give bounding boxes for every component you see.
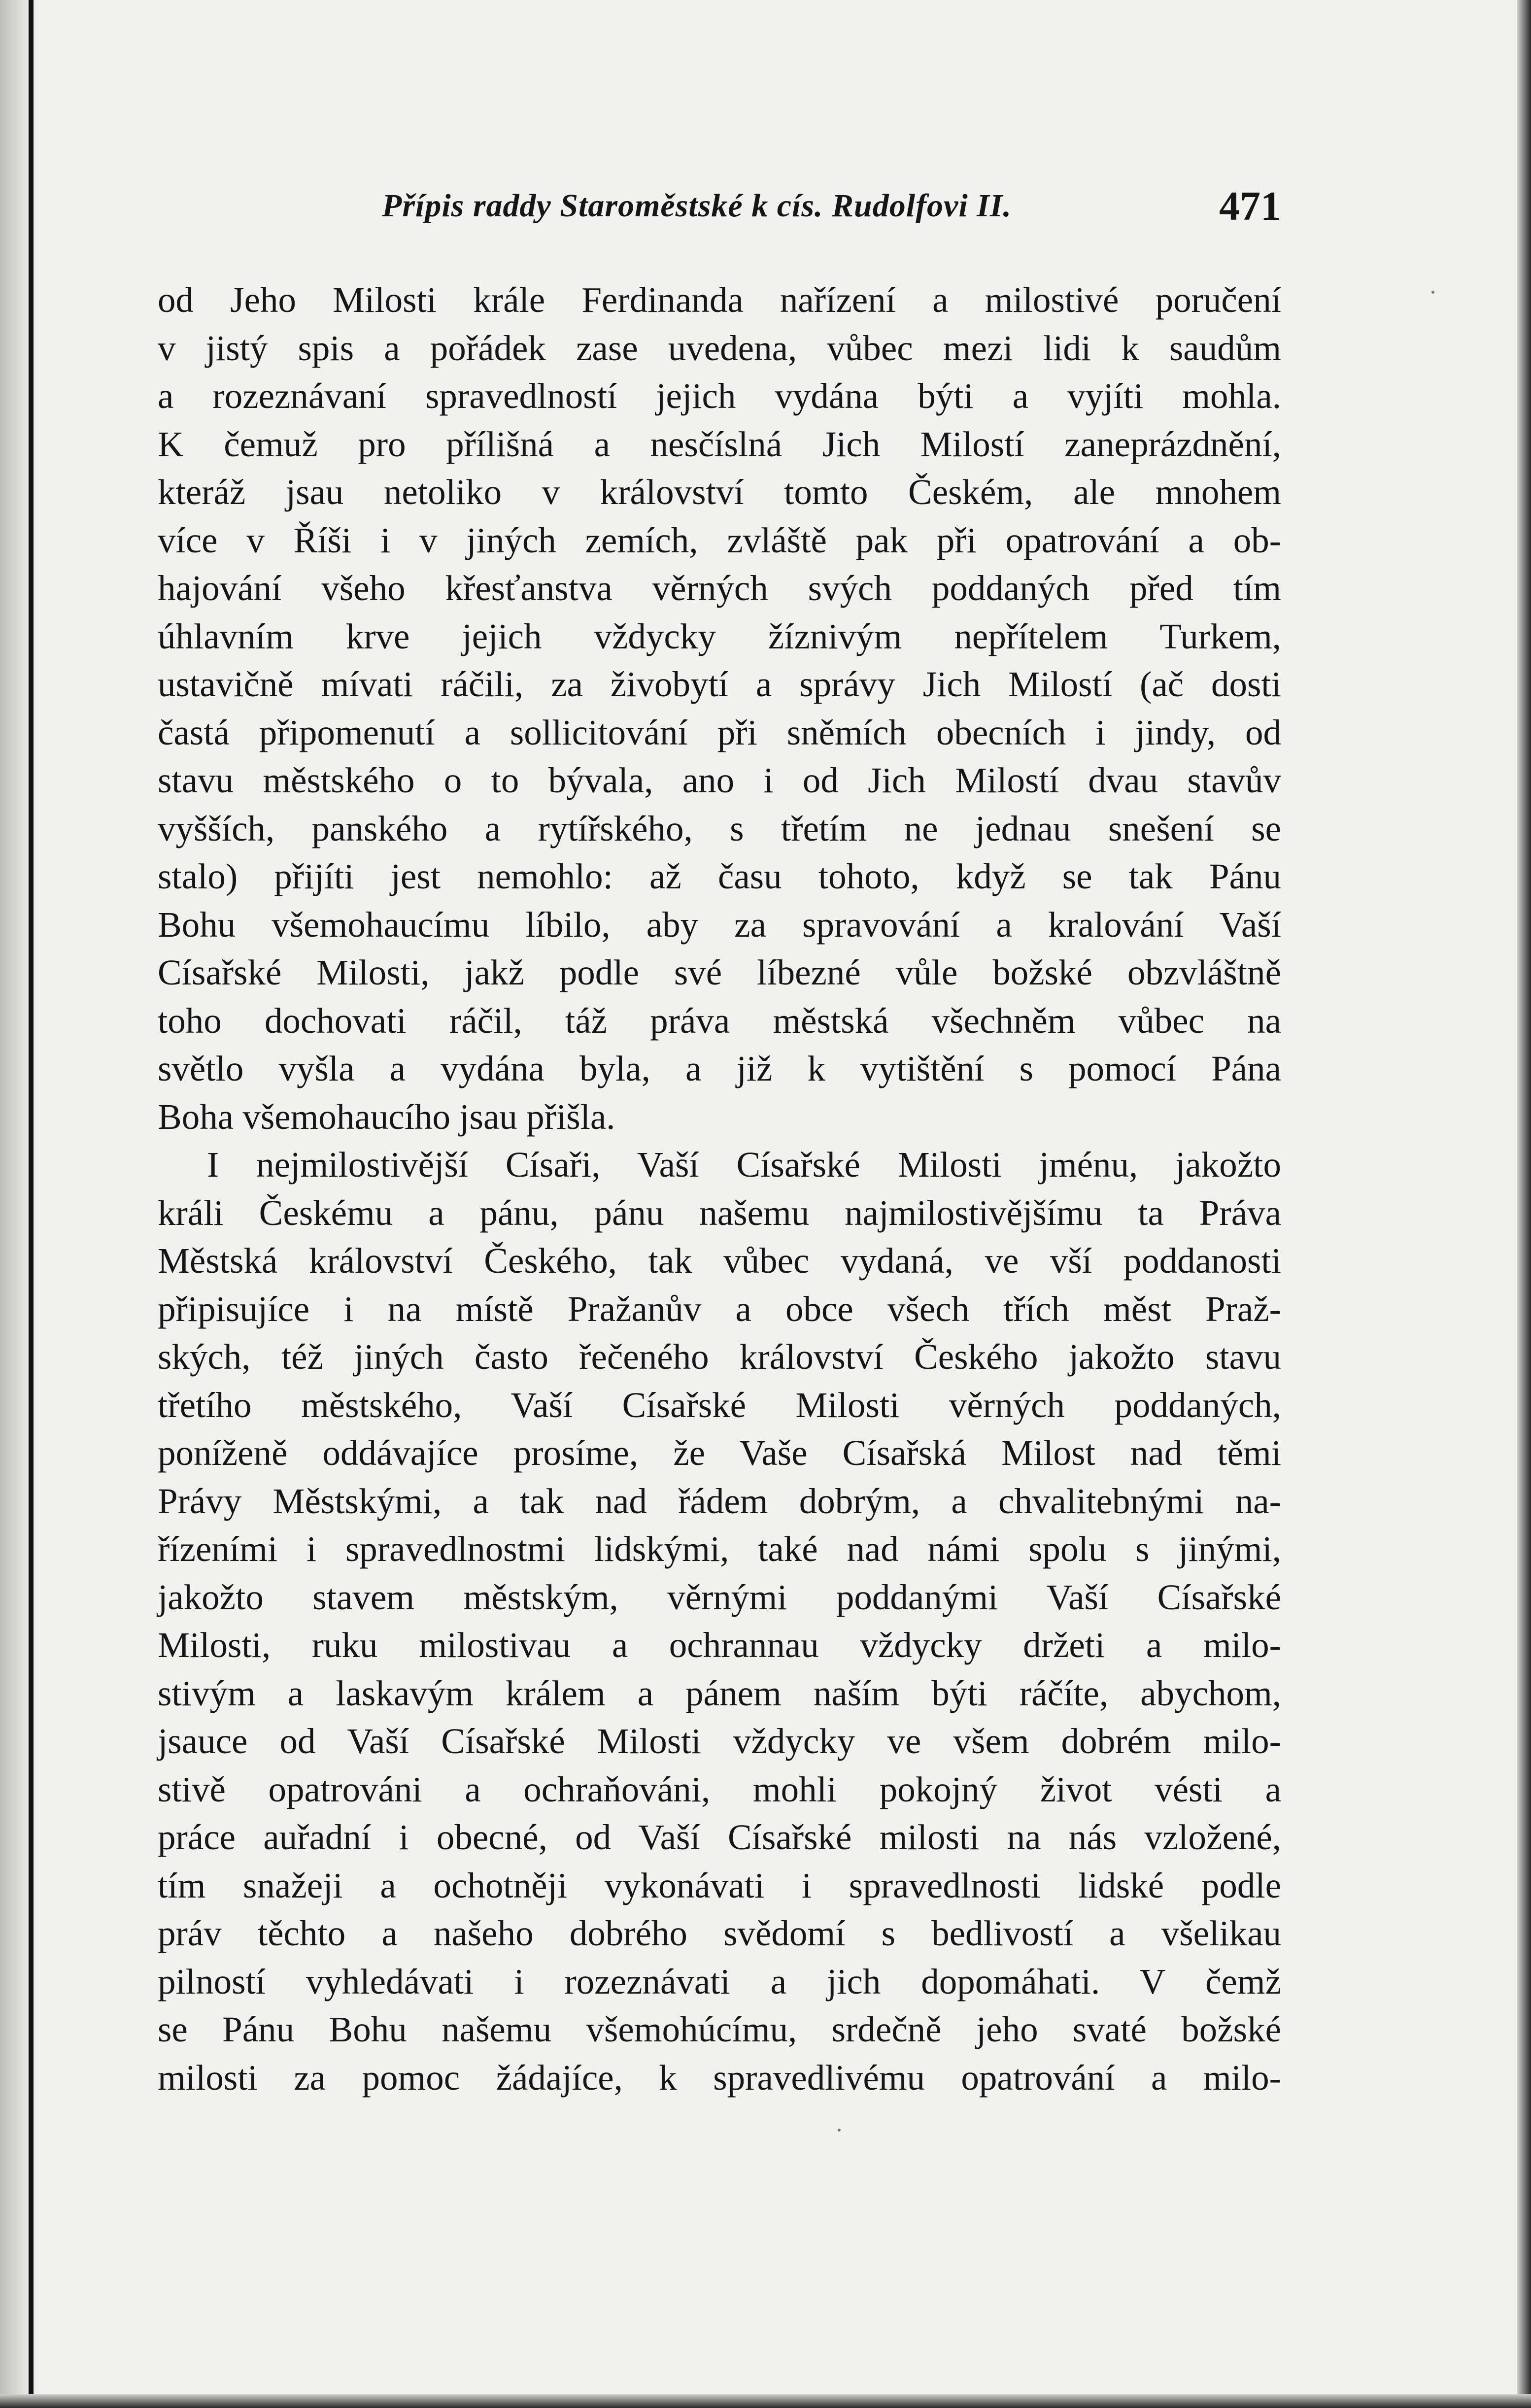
- text-line: tím snažeji a ochotněji vykonávati i spravedlnosti lidské podle: [158, 1865, 1281, 1905]
- text-line: práce auřadní i obecné, od Vaší Císařské milosti na nás vzložené,: [158, 1817, 1281, 1857]
- paragraph-1: [158, 276, 1281, 1141]
- text-line: králi Českému a pánu, pánu našemu najmilostivějšímu ta Práva: [158, 1192, 1281, 1233]
- text-line: Císařské Milosti, jakž podle své líbezné vůle božské obzvláštně: [158, 952, 1281, 992]
- binding-shadow: [0, 0, 39, 2408]
- text-line: v jistý spis a pořádek zase uvedena, vůbec mezi lidi k saudům: [158, 328, 1281, 368]
- page-edge-bottom: [0, 2394, 1531, 2408]
- text-line: hajování všeho křesťanstva věrných svých poddaných před tím: [158, 568, 1281, 608]
- text-line: vyšších, panského a rytířského, s třetím ne jednau snešení se: [158, 808, 1281, 848]
- text-line: poníženě oddávajíce prosíme, že Vaše Císařská Milost nad těmi: [158, 1433, 1281, 1473]
- text-line: stivě opatrováni a ochraňováni, mohli pokojný život vésti a: [158, 1769, 1281, 1809]
- running-title: Přípis raddy Staroměstské k cís. Rudolfovi II.: [382, 188, 1012, 224]
- text-line: I nejmilostivější Císaři, Vaší Císařské Milosti jménu, jakožto: [207, 1145, 1281, 1185]
- text-line: jakožto stavem městským, věrnými poddanými Vaší Císařské: [158, 1577, 1281, 1617]
- text-line: toho dochovati ráčil, táž práva městská všechněm vůbec na: [158, 1000, 1281, 1041]
- text-line: Boha všemohaucího jsau přišla.: [158, 1096, 615, 1137]
- text-line: stalo) přijíti jest nemohlo: až času tohoto, když se tak Pánu: [158, 856, 1281, 896]
- spine-edge-line: [29, 0, 34, 2408]
- text-line: a rozeznávaní spravedlností jejich vydána býti a vyjíti mohla.: [158, 376, 1281, 416]
- text-line: světlo vyšla a vydána byla, a již k vytištění s pomocí Pána: [158, 1049, 1281, 1088]
- text-line: jsauce od Vaší Císařské Milosti vždycky ve všem dobrém milo-: [158, 1721, 1281, 1761]
- text-line: řízeními i spravedlnostmi lidskými, také nad námi spolu s jinými,: [158, 1529, 1281, 1569]
- scan-speck: [1431, 291, 1434, 294]
- text-line: ských, též jiných často řečeného království Českého jakožto stavu: [158, 1337, 1281, 1377]
- text-line: Milosti, ruku milostivau a ochrannau vždycky držeti a milo-: [158, 1625, 1281, 1665]
- page-number: 471: [1219, 183, 1281, 229]
- text-line: pilností vyhledávati i rozeznávati a jich dopomáhati. V čemž: [158, 1961, 1281, 2001]
- paragraph-2: [158, 1141, 1281, 2102]
- text-line: kteráž jsau netoliko v království tomto Českém, ale mnohem: [158, 472, 1281, 512]
- text-line: častá připomenutí a sollicitování při sněmích obecních i jindy, od: [158, 712, 1281, 752]
- text-line: se Pánu Bohu našemu všemohúcímu, srdečně jeho svaté božské: [158, 2009, 1281, 2049]
- page-edge-right: [1517, 0, 1531, 2408]
- text-line: od Jeho Milosti krále Ferdinanda nařízení a milostivé poručení: [158, 280, 1281, 320]
- text-line: stivým a laskavým králem a pánem naším býti ráčíte, abychom,: [158, 1673, 1281, 1713]
- text-line: ustavičně mívati ráčili, za živobytí a správy Jich Milostí (ač dosti: [158, 664, 1281, 704]
- text-line: práv těchto a našeho dobrého svědomí s bedlivostí a všelikau: [158, 1913, 1281, 1953]
- text-line: K čemuž pro přílišná a nesčíslná Jich Milostí zaneprázdnění,: [158, 424, 1281, 464]
- text-line: úhlavním krve jejich vždycky žíznivým nepřítelem Turkem,: [158, 616, 1281, 656]
- text-line: připisujíce i na místě Pražanův a obce všech třích měst Praž-: [158, 1289, 1281, 1329]
- text-line: Městská království Českého, tak vůbec vydaná, ve vší poddanosti: [158, 1241, 1281, 1281]
- text-line: třetího městského, Vaší Císařské Milosti věrných poddaných,: [158, 1385, 1281, 1425]
- scan-speck: [838, 2129, 841, 2132]
- running-head: [158, 182, 1281, 237]
- text-line: stavu městského o to bývala, ano i od Jich Milostí dvau stavův: [158, 760, 1281, 800]
- text-line: Právy Městskými, a tak nad řádem dobrým, a chvalitebnými na-: [158, 1481, 1281, 1521]
- text-line: více v Říši i v jiných zemích, zvláště pak při opatrování a ob-: [158, 520, 1281, 560]
- text-line: Bohu všemohaucímu líbilo, aby za spravování a kralování Vaší: [158, 904, 1281, 945]
- text-line: milosti za pomoc žádajíce, k spravedlivému opatrování a milo-: [158, 2057, 1281, 2098]
- body-text: [158, 276, 1281, 2102]
